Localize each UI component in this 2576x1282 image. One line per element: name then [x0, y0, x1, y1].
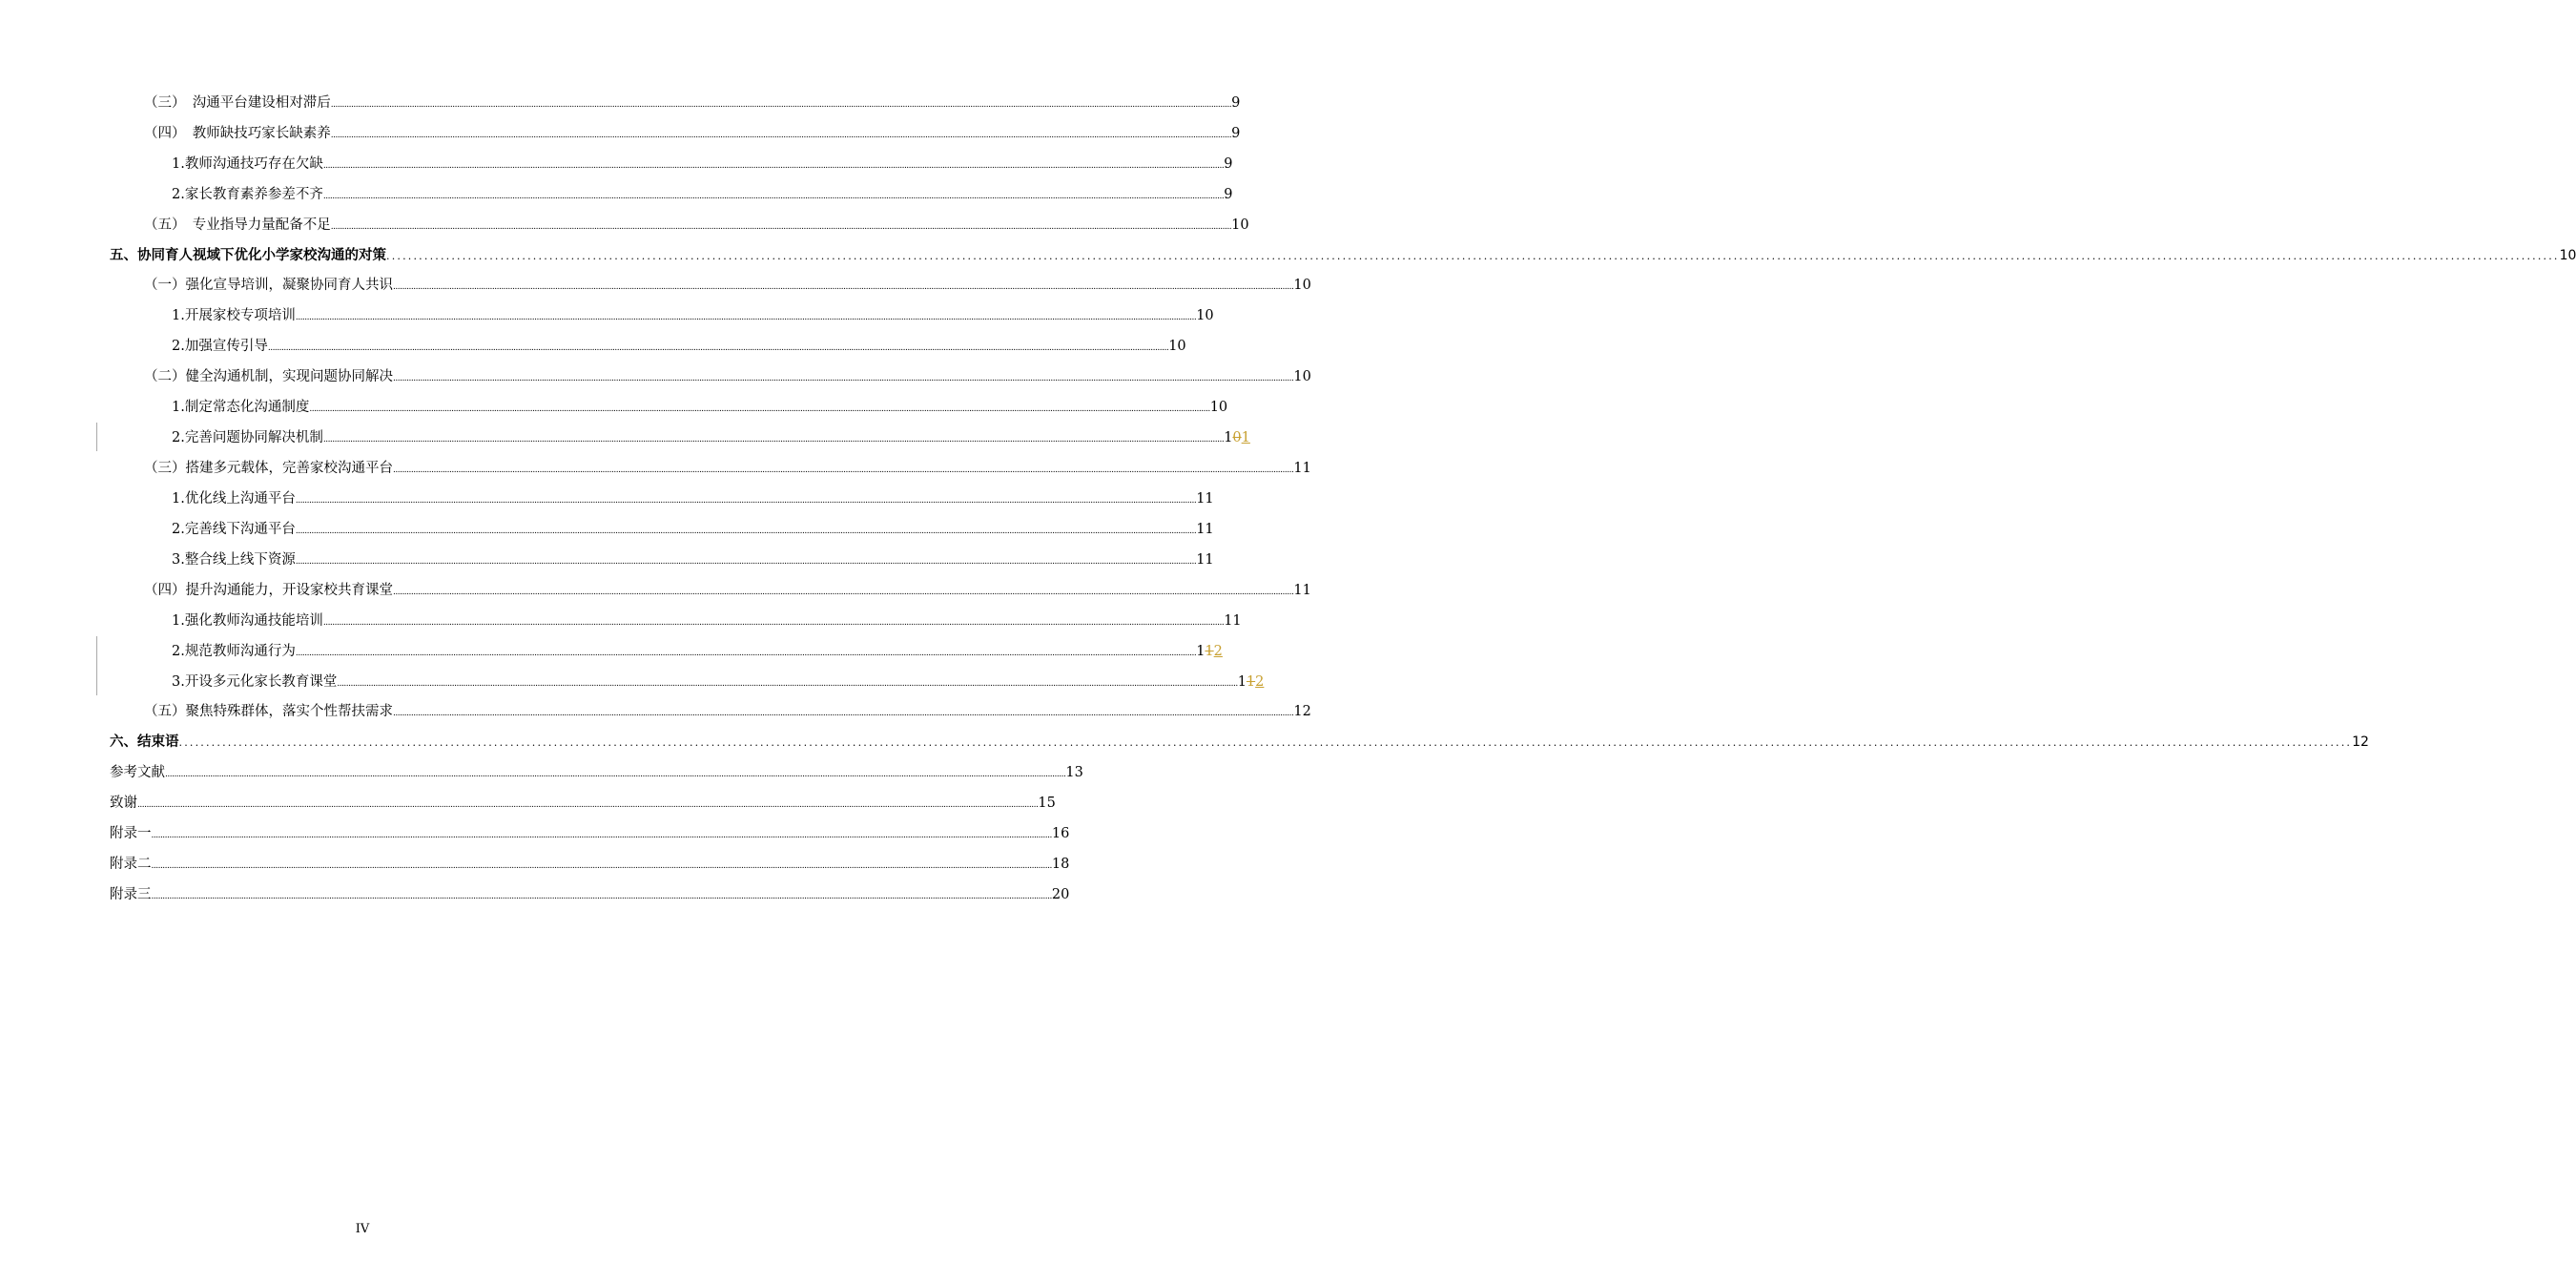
toc-leader: ................................................................................................................................................................................................................................................................................................................................................................................................................	[393, 374, 1294, 383]
toc-entry[interactable]	[144, 580, 1311, 601]
toc-entry-title: 1.制定常态化沟通制度	[172, 400, 310, 415]
toc-entry[interactable]	[144, 275, 1311, 296]
toc-leader: ................................................................................................................................................................................................................................................................................................................................................................................................................	[165, 770, 1066, 779]
toc-entry-page: 9	[1224, 187, 1233, 202]
toc-entry[interactable]	[172, 519, 1214, 540]
page-number-prefix: 1	[1224, 430, 1233, 445]
toc-entry[interactable]	[144, 215, 1249, 236]
toc-leader: ................................................................................................................................................................................................................................................................................................................................................................................................................	[393, 282, 1294, 292]
toc-entry-page	[1224, 427, 1250, 448]
toc-leader: ................................................................................................................................................................................................................................................................................................................................................................................................................	[337, 679, 1238, 689]
toc-entry-page: 11	[1293, 461, 1311, 476]
toc-entry-title: 六、结束语	[110, 734, 179, 750]
toc-entry-page: 11	[1224, 613, 1242, 629]
toc-entry-title: （五） 专业指导力量配备不足	[144, 217, 331, 233]
toc-entry-title: 1.开展家校专项培训	[172, 308, 296, 323]
toc-entry-title: 2.完善线下沟通平台	[172, 522, 296, 537]
toc-leader: ................................................................................................................................................................................................................................................................................................................................................................................................................	[330, 222, 1232, 232]
toc-leader: ................................................................................................................................................................................................................................................................................................................................................................................................................	[151, 831, 1052, 840]
toc-entry-page: 10	[1196, 308, 1214, 323]
toc-entry[interactable]	[172, 610, 1242, 631]
toc-entry-page: 18	[1051, 857, 1070, 872]
toc-entry[interactable]	[172, 154, 1233, 175]
toc-entry-title: 2.完善问题协同解决机制	[172, 430, 323, 445]
toc-entry-title: （一）强化宣导培训，凝聚协同育人共识	[144, 278, 393, 293]
toc-entry-page: 9	[1224, 156, 1233, 172]
toc-entry-title: （五）聚焦特殊群体，落实个性帮扶需求	[144, 704, 393, 719]
toc-entry-page	[1196, 641, 1223, 662]
revision-deleted-digit: 0	[1232, 430, 1242, 445]
toc-entry-title: 2.规范教师沟通行为	[172, 644, 296, 659]
toc-entry[interactable]	[172, 336, 1186, 357]
toc-leader: ................................................................................................................................................................................................................................................................................................................................................................................................................	[295, 527, 1197, 536]
toc-entry-title: 五、协同育人视域下优化小学家校沟通的对策	[110, 248, 386, 263]
toc-entry-title: 附录二	[110, 857, 152, 872]
page-number-prefix: 1	[1196, 644, 1206, 659]
toc-entry-title: 3.整合线上线下资源	[172, 552, 296, 568]
toc-entry[interactable]	[110, 884, 1070, 905]
revision-deleted-digit: 1	[1205, 644, 1214, 659]
toc-leader: ................................................................................................................................................................................................................................................................................................................................................................................................................	[322, 435, 1225, 445]
toc-leader: ................................................................................................................................................................................................................................................................................................................................................................................................................	[393, 588, 1294, 597]
revision-deleted-digit: 1	[1246, 674, 1256, 690]
page-number-prefix: 1	[1237, 674, 1247, 690]
toc-entry-page: 20	[1051, 887, 1070, 902]
toc-leader: ................................................................................................................................................................................................................................................................................................................................................................................................................	[295, 649, 1197, 658]
toc-entry[interactable]	[172, 672, 1265, 693]
toc-entry-page: 16	[1051, 826, 1070, 841]
toc-entry-title: （三）搭建多元载体，完善家校沟通平台	[144, 461, 393, 476]
toc-leader: ................................................................................................................................................................................................................................................................................................................................................................................................................	[295, 496, 1197, 506]
toc-leader: ................................................................................................................................................................................................................................................................................................................................................................................................................	[322, 161, 1225, 171]
toc-entry-page: 10	[1293, 369, 1311, 384]
toc-entry[interactable]	[110, 793, 1056, 814]
toc-entry[interactable]	[172, 184, 1233, 205]
toc-entry-title: （四） 教师缺技巧家长缺素养	[144, 126, 331, 141]
toc-entry-title: （四）提升沟通能力，开设家校共育课堂	[144, 583, 393, 598]
revision-inserted-digit: 2	[1255, 674, 1265, 690]
toc-chapter-entry[interactable]	[110, 245, 2576, 266]
page-footer-number: IV	[355, 1222, 370, 1236]
toc-entry-page	[1238, 672, 1265, 693]
toc-leader: ................................................................................................................................................................................................................................................................................................................................................................................................................	[151, 861, 1052, 871]
toc-entry-page: 13	[1065, 765, 1083, 780]
revision-change-bar	[96, 636, 97, 695]
toc-entry-page: 9	[1231, 95, 1241, 111]
toc-leader: ................................................................................................................................................................................................................................................................................................................................................................................................................	[309, 404, 1210, 414]
toc-entry-page: 10	[1168, 339, 1186, 354]
toc-entry-page: 10	[1209, 400, 1228, 415]
toc-entry-title: （二）健全沟通机制，实现问题协同解决	[144, 369, 393, 384]
toc-leader: ................................................................................................................................................................................................................................................................................................................................................................................................................	[267, 343, 1169, 353]
toc-entry[interactable]	[144, 701, 1311, 722]
toc-entry[interactable]	[172, 549, 1214, 570]
toc-entry-page: 9	[1231, 126, 1241, 141]
toc-entry-title: 参考文献	[110, 765, 165, 780]
toc-leader: ................................................................................................................................................................................................................................................................................................................................................................................................................	[330, 131, 1232, 140]
toc-entry-title: 3.开设多元化家长教育课堂	[172, 674, 338, 690]
revision-inserted-digit: 1	[1241, 430, 1250, 445]
toc-entry[interactable]	[110, 823, 1070, 844]
toc-entry-page: 11	[1196, 552, 1214, 568]
toc-leader: ................................................................................................................................................................................................................................................................................................................................................................................................................	[322, 192, 1225, 201]
toc-entry-page: 12	[2352, 734, 2369, 750]
toc-entry-page: 12	[1293, 704, 1311, 719]
toc-entry-title: 1.强化教师沟通技能培训	[172, 613, 323, 629]
toc-entry-page: 11	[1196, 491, 1214, 507]
toc-entry-page: 10	[2559, 248, 2576, 263]
revision-inserted-digit: 2	[1213, 644, 1223, 659]
toc-entry[interactable]	[172, 488, 1214, 509]
toc-entry-title: 致谢	[110, 796, 137, 811]
toc-chapter-entry[interactable]	[110, 732, 2369, 753]
toc-entry[interactable]	[144, 458, 1311, 479]
toc-leader: ................................................................................................................................................................................................................................................................................................................................................................................................................	[322, 618, 1225, 628]
toc-entry[interactable]	[172, 397, 1228, 418]
toc-entry-title: 1.优化线上沟通平台	[172, 491, 296, 507]
toc-entry[interactable]	[144, 93, 1241, 114]
toc-entry-title: 附录一	[110, 826, 152, 841]
toc-leader: ................................................................................................................................................................................................................................................................................................................................................................................................................	[137, 800, 1039, 810]
toc-entry[interactable]	[172, 427, 1250, 448]
toc-leader: ................................................................................................................................................................................................................................................................................................................................................................................................................	[151, 892, 1052, 901]
toc-entry-page: 11	[1293, 583, 1311, 598]
toc-entry-page: 10	[1293, 278, 1311, 293]
revision-change-bar	[96, 423, 97, 451]
toc-entry-page: 10	[1231, 217, 1249, 233]
toc-entry-title: （三） 沟通平台建设相对滞后	[144, 95, 331, 111]
toc-entry-title: 2.加强宣传引导	[172, 339, 268, 354]
toc-leader: ................................................................................................................................................................................................................................................................................................................................................................................................................	[393, 709, 1294, 718]
toc-leader: ................................................................................................................................................................................................................................................................................................................................................................................................................	[295, 557, 1197, 567]
toc-entry[interactable]	[110, 762, 1083, 783]
toc-entry[interactable]	[144, 123, 1241, 144]
toc-leader: ................................................................................................................................................................................................................................................................................................................................................................................................................	[330, 100, 1232, 110]
toc-leader: ................................................................................................................................................................................................................................................................................................................................................................................................................	[386, 250, 2560, 262]
toc-entry[interactable]	[172, 641, 1223, 662]
toc-entry-title: 附录三	[110, 887, 152, 902]
toc-leader: ................................................................................................................................................................................................................................................................................................................................................................................................................	[295, 313, 1197, 322]
toc-entry-page: 11	[1196, 522, 1214, 537]
toc-entry-title: 1.教师沟通技巧存在欠缺	[172, 156, 323, 172]
toc-entry[interactable]	[172, 305, 1214, 326]
toc-entry-page: 15	[1038, 796, 1056, 811]
toc-entry[interactable]	[110, 854, 1070, 875]
toc-entry-title: 2.家长教育素养参差不齐	[172, 187, 323, 202]
toc-leader: ................................................................................................................................................................................................................................................................................................................................................................................................................	[178, 736, 2353, 749]
toc-entry[interactable]	[144, 366, 1311, 387]
toc-leader: ................................................................................................................................................................................................................................................................................................................................................................................................................	[393, 465, 1294, 475]
